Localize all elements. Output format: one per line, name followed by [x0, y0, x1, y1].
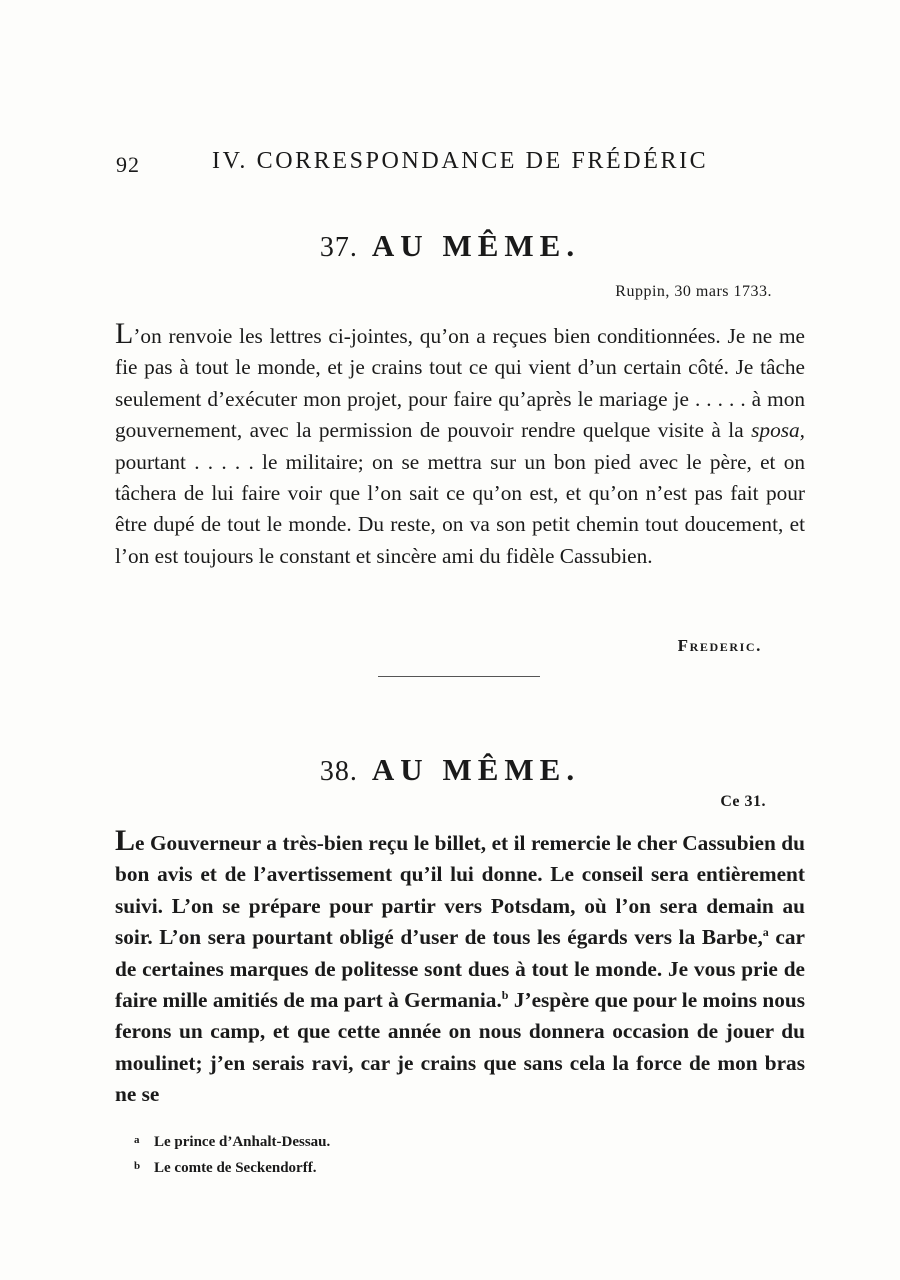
letter-37-dateline: Ruppin, 30 mars 1733.	[615, 283, 772, 300]
letter-38-dropcap: L	[115, 824, 136, 857]
letter-37-italic: sposa,	[751, 418, 805, 443]
footnote-mark: a	[134, 1134, 140, 1146]
running-title: IV. CORRESPONDANCE DE FRÉDÉRIC	[212, 148, 709, 174]
running-head	[116, 146, 796, 182]
page-number: 92	[116, 152, 140, 177]
letter-37-number: 37.	[319, 232, 358, 263]
letter-38-title: AU MÊME.	[371, 752, 581, 787]
footnote	[134, 1154, 734, 1180]
letter-38-heading	[0, 752, 900, 788]
letter-38-dateline: Ce 31.	[720, 793, 766, 810]
letter-37-signature: Frederic.	[677, 636, 762, 655]
footnotes	[134, 1128, 734, 1180]
letter-37-text-2: pourtant . . . . . le militaire; on se mettra sur un bon pied avec le père, et on tâchera de lui faire voir que l’on sait ce qu’on est, et qu’on n’est pas fait pour être dupé de tout le monde. Du reste, on va son petit chemin tout doucement, et l’on est toujours le constant et sincère ami du fidèle Cassubien.	[115, 449, 805, 568]
letter-38-number: 38.	[319, 756, 358, 787]
footnote-text: Le comte de Seckendorff.	[154, 1160, 317, 1176]
footnote-mark: b	[134, 1160, 141, 1172]
letter-38-text-3: J’espère que pour le moins nous ferons un camp, et que cette année on nous donnera occasion de jouer du moulinet; j’en serais ravi, car je crains que sans cela la force de mon bras ne se	[115, 988, 805, 1107]
footnote	[134, 1128, 734, 1154]
letter-37-heading	[0, 228, 900, 264]
footnote-text: Le prince d’Anhalt-Dessau.	[154, 1134, 331, 1150]
letter-37-title: AU MÊME.	[371, 228, 581, 263]
letter-38-text-2: car de certaines marques de politesse sont dues à tout le monde. Je vous prie de faire mille amitiés de ma part à Germania.	[115, 925, 805, 1013]
letter-37-dropcap: L	[115, 317, 134, 350]
footnote-ref-a: a	[762, 925, 769, 940]
letter-38-body	[115, 825, 805, 1111]
letter-37-text-1: ’on renvoie les lettres ci-jointes, qu’on a reçues bien conditionnées. Je ne me fie pas à tout le monde, et je crains tout ce qui vient d’un certain côté. Je tâche seulement d’exécuter mon projet, pour faire qu’après le mariage je . . . . . à mon gouvernement, avec la permission de pouvoir rendre quelque visite à la	[115, 324, 805, 443]
section-divider	[378, 676, 540, 677]
letter-37-body	[115, 318, 805, 572]
footnote-ref-b: b	[501, 987, 509, 1002]
letter-38-text-1: e Gouverneur a très-bien reçu le billet, et il remercie le cher Cassubien du bon avis et de l’avertissement qu’il lui donne. Le conseil sera entièrement suivi. L’on se prépare pour partir vers Potsdam, où l’on sera demain au soir. L’on sera pourtant obligé d’user de tous les égards vers la Barbe,	[115, 831, 805, 950]
